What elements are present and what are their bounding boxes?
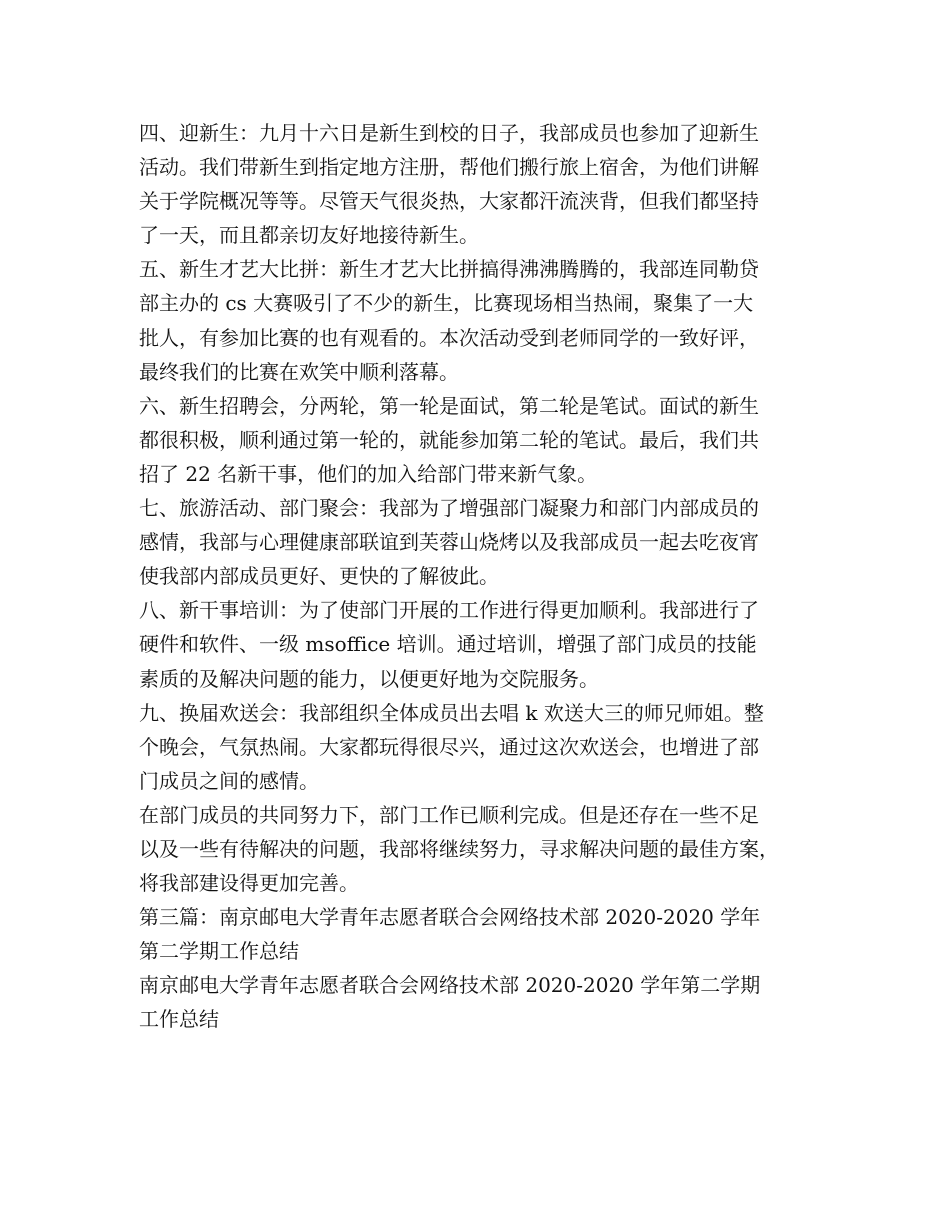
text-line: 活动。我们带新生到指定地方注册，帮他们搬行旅上宿舍，为他们讲解 [139, 155, 759, 180]
text-line: 感情，我部与心理健康部联谊到芙蓉山烧烤以及我部成员一起去吃夜宵 [139, 530, 759, 555]
text-line: 了一天，而且都亲切友好地接待新生。 [139, 223, 479, 248]
document-body [139, 116, 829, 1037]
text-line: 个晚会，气氛热闹。大家都玩得很尽兴，通过这次欢送会，也增进了部 [139, 734, 759, 759]
text-line: 最终我们的比赛在欢笑中顺利落幕。 [139, 359, 459, 384]
text-line: 四、迎新生：九月十六日是新生到校的日子，我部成员也参加了迎新生 [139, 121, 759, 145]
text-line: 工作总结 [139, 1007, 219, 1032]
text-line: 批人，有参加比赛的也有观看的。本次活动受到老师同学的一致好评， [139, 325, 759, 350]
text-line: 九、换届欢送会：我部组织全体成员出去唱 k 欢送大三的师兄师姐。整 [139, 700, 764, 725]
text-line: 硬件和软件、一级 msoffice 培训。通过培训，增强了部门成员的技能 [139, 632, 757, 657]
text-line: 招了 22 名新干事，他们的加入给部门带来新气象。 [139, 461, 598, 486]
text-line: 七、旅游活动、部门聚会：我部为了增强部门凝聚力和部门内部成员的 [139, 496, 759, 521]
text-line: 使我部内部成员更好、更快的了解彼此。 [139, 564, 499, 589]
text-line: 素质的及解决问题的能力，以便更好地为交院服务。 [139, 666, 599, 691]
text-line: 五、新生才艺大比拼：新生才艺大比拼搞得沸沸腾腾的，我部连同勒贷 [139, 257, 759, 282]
text-line: 南京邮电大学青年志愿者联合会网络技术部 2020-2020 学年第二学期 [139, 973, 761, 998]
text-line: 八、新干事培训：为了使部门开展的工作进行得更加顺利。我部进行了 [139, 598, 759, 623]
text-line: 以及一些有待解决的问题，我部将继续努力，寻求解决问题的最佳方案， [139, 836, 779, 861]
text-line: 第二学期工作总结 [139, 939, 299, 964]
text-line: 都很积极，顺利通过第一轮的，就能参加第二轮的笔试。最后，我们共 [139, 427, 759, 452]
text-line: 六、新生招聘会，分两轮，第一轮是面试，第二轮是笔试。面试的新生 [139, 393, 759, 418]
text-line: 将我部建设得更加完善。 [139, 871, 359, 896]
text-line: 门成员之间的感情。 [139, 768, 319, 793]
text-line: 关于学院概况等等。尽管天气很炎热，大家都汗流浃背，但我们都坚持 [139, 189, 759, 214]
text-line: 第三篇：南京邮电大学青年志愿者联合会网络技术部 2020-2020 学年 [139, 905, 761, 930]
text-line: 部主办的 cs 大赛吸引了不少的新生，比赛现场相当热闹，聚集了一大 [139, 291, 754, 316]
text-line: 在部门成员的共同努力下，部门工作已顺利完成。但是还存在一些不足 [139, 802, 759, 827]
